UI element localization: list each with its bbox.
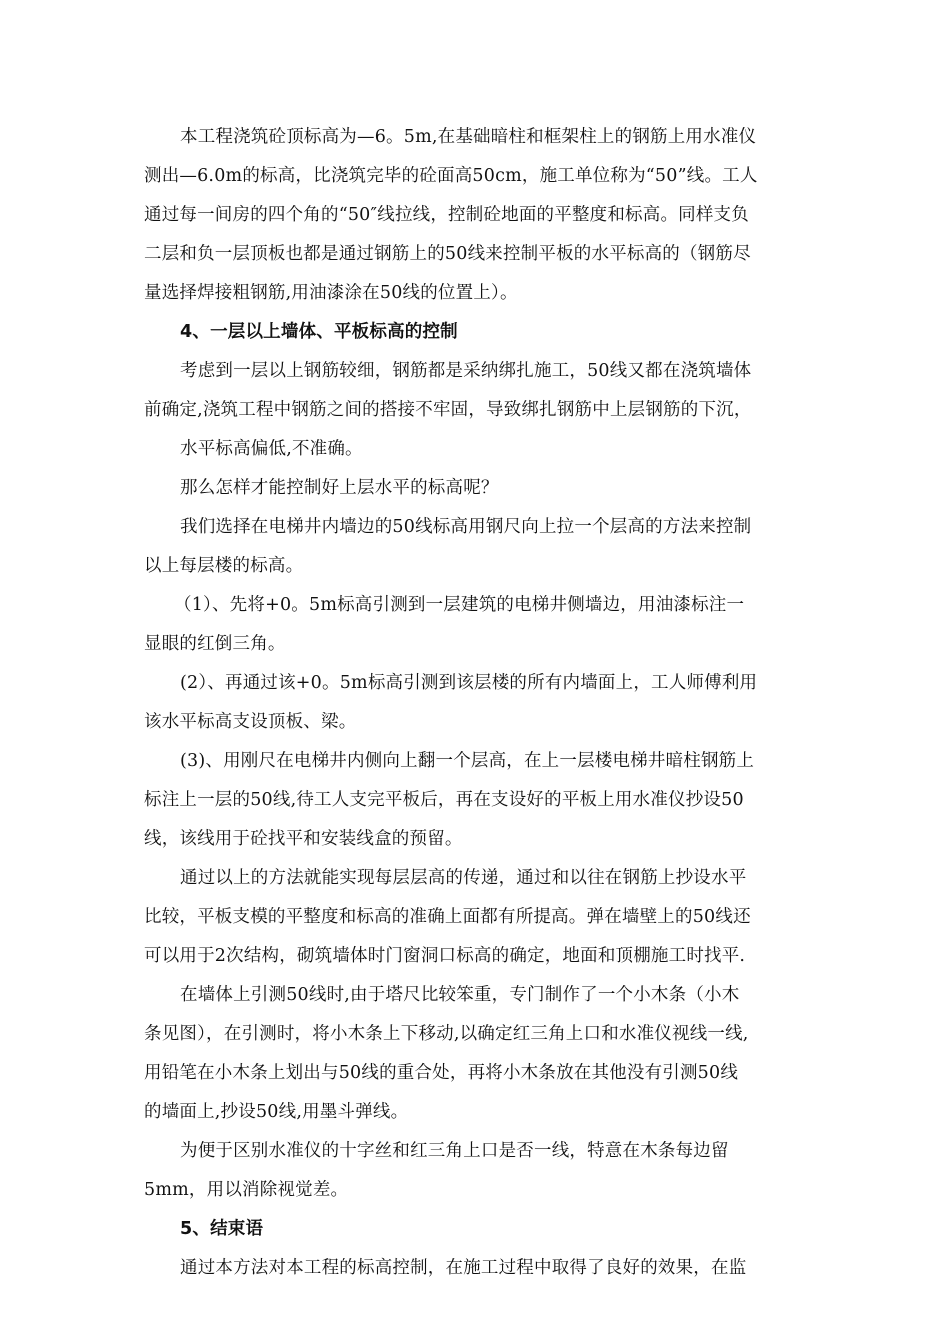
paragraph-line: 量选择焊接粗钢筋,用油漆涂在50线的位置上）。 <box>144 283 518 303</box>
paragraph-line: 为便于区别水准仪的十字丝和红三角上口是否一线，特意在木条每边留 <box>180 1141 729 1161</box>
paragraph-line: 那么怎样才能控制好上层水平的标高呢？ <box>180 478 499 498</box>
paragraph-line: 线，该线用于砼找平和安装线盒的预留。 <box>144 829 463 849</box>
paragraph-line: (2）、再通过该+0。5m标高引测到该层楼的所有内墙面上，工人师傅利用 <box>180 673 758 693</box>
paragraph-line: 比较，平板支模的平整度和标高的准确上面都有所提高。弹在墙壁上的50线还 <box>144 907 751 927</box>
paragraph-line: 二层和负一层顶板也都是通过钢筋上的50线来控制平板的水平标高的（钢筋尽 <box>144 244 751 264</box>
paragraph-line: 以上每层楼的标高。 <box>144 556 304 576</box>
paragraph-line: 本工程浇筑砼顶标高为—6。5m,在基础暗柱和框架柱上的钢筋上用水准仪 <box>180 127 757 147</box>
paragraph-line: 条见图），在引测时，将小木条上下移动,以确定红三角上口和水准仪视线一线, <box>144 1024 749 1044</box>
paragraph-line: 通过每一间房的四个角的“50″线拉线，控制砼地面的平整度和标高。同样支负 <box>144 205 749 225</box>
paragraph-line: (3)、用刚尺在电梯井内侧向上翻一个层高，在上一层楼电梯井暗柱钢筋上 <box>180 751 755 771</box>
paragraph-line: 5mm，用以消除视觉差。 <box>144 1180 349 1200</box>
paragraph-line: 的墙面上,抄设50线,用墨斗弹线。 <box>144 1102 409 1122</box>
paragraph-line: 显眼的红倒三角。 <box>144 634 286 654</box>
paragraph-line: 该水平标高支设顶板、梁。 <box>144 712 357 732</box>
paragraph-line: 通过以上的方法就能实现每层层高的传递，通过和以往在钢筋上抄设水平 <box>180 868 747 888</box>
paragraph-line: 可以用于2次结构，砌筑墙体时门窗洞口标高的确定，地面和顶棚施工时找平. <box>144 946 746 966</box>
paragraph-line: 通过本方法对本工程的标高控制，在施工过程中取得了良好的效果，在监 <box>180 1258 747 1278</box>
paragraph-line: （1）、先将+0。5m标高引测到一层建筑的电梯井侧墙边，用油漆标注一 <box>174 595 745 615</box>
paragraph-line: 用铅笔在小木条上划出与50线的重合处，再将小木条放在其他没有引测50线 <box>144 1063 739 1083</box>
paragraph-line: 前确定,浇筑工程中钢筋之间的搭接不牢固，导致绑扎钢筋中上层钢筋的下沉， <box>144 400 752 420</box>
paragraph-line: 考虑到一层以上钢筋较细，钢筋都是采纳绑扎施工，50线又都在浇筑墙体 <box>180 361 752 381</box>
paragraph-line: 水平标高偏低,不准确。 <box>180 439 363 459</box>
paragraph-line: 我们选择在电梯井内墙边的50线标高用钢尺向上拉一个层高的方法来控制 <box>180 517 752 537</box>
section-heading: 4、一层以上墙体、平板标高的控制 <box>180 322 458 342</box>
paragraph-line: 在墙体上引测50线时,由于塔尺比较笨重，专门制作了一个小木条（小木 <box>180 985 740 1005</box>
paragraph-line: 测出—6.0m的标高，比浇筑完毕的砼面高50cm，施工单位称为“50”线。工人 <box>144 166 758 186</box>
paragraph-line: 标注上一层的50线,待工人支完平板后，再在支设好的平板上用水准仪抄设50 <box>144 790 744 810</box>
section-heading: 5、结束语 <box>180 1219 264 1239</box>
document-body <box>144 118 812 1288</box>
